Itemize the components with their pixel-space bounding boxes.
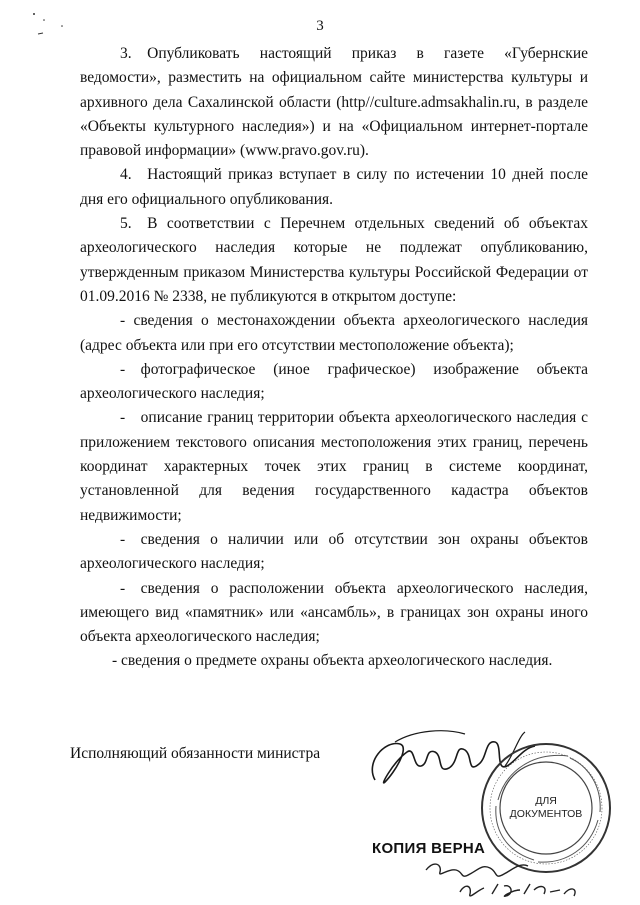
bullet-photo: - фотографическое (иное графическое) изображение объекта археологического наследия; [80,360,588,403]
bullet-boundaries: - описание границ территории объекта археологического наследия с приложением текстового описания местоположения этих границ, перечень координат характерных точек этих границ в системе координат, установленной для ведения государственного кадастра объектов недвижимости; [80,409,588,524]
bullet-location-in-zones: - сведения о расположении объекта археологического наследия, имеющего вид «памятник» или «ансамбль», в границах зон охраны иного объекта археологического наследия; [80,579,588,646]
signatory-title: Исполняющий обязанности министра [70,745,321,762]
bullet-location: - сведения о местонахождении объекта археологического наследия (адрес объекта или при его отсутствии местоположение объекта); [80,312,588,354]
handwritten-certification [420,850,590,902]
item-5-paragraph: 5. В соответствии с Перечнем отдельных сведений об объектах археологического наследия которые не подлежат опубликованию, утвержденным приказом Министерства культуры Российской Федерации от 01.09.2016 № 2338, не публикуются в открытом доступе: [80,215,588,305]
copy-certified-stamp: КОПИЯ ВЕРНА [372,840,486,857]
bullet-protection-subject: - сведения о предмете охраны объекта археологического наследия. [112,652,553,670]
item-3-paragraph: 3. Опубликовать настоящий приказ в газете «Губернские ведомости», разместить на официальном сайте министерства культуры и архивного дела Сахалинской области (http//culture.admsakhalin.ru, в разделе «Объекты культурного наследия») и на «Официальном интернет-портале правовой информации» (www.pravo.gov.ru). [80,45,588,160]
document-body [80,42,588,674]
page-number: 3 [316,18,324,34]
seal-text: ДЛЯ [535,795,557,807]
bullet-protection-zones: - сведения о наличии или об отсутствии зон охраны объектов археологического наследия; [80,530,588,573]
item-4-paragraph: 4. Настоящий приказ вступает в силу по истечении 10 дней после дня его официального опубликования. [80,166,588,208]
seal-text: ДОКУМЕНТОВ [509,808,583,820]
